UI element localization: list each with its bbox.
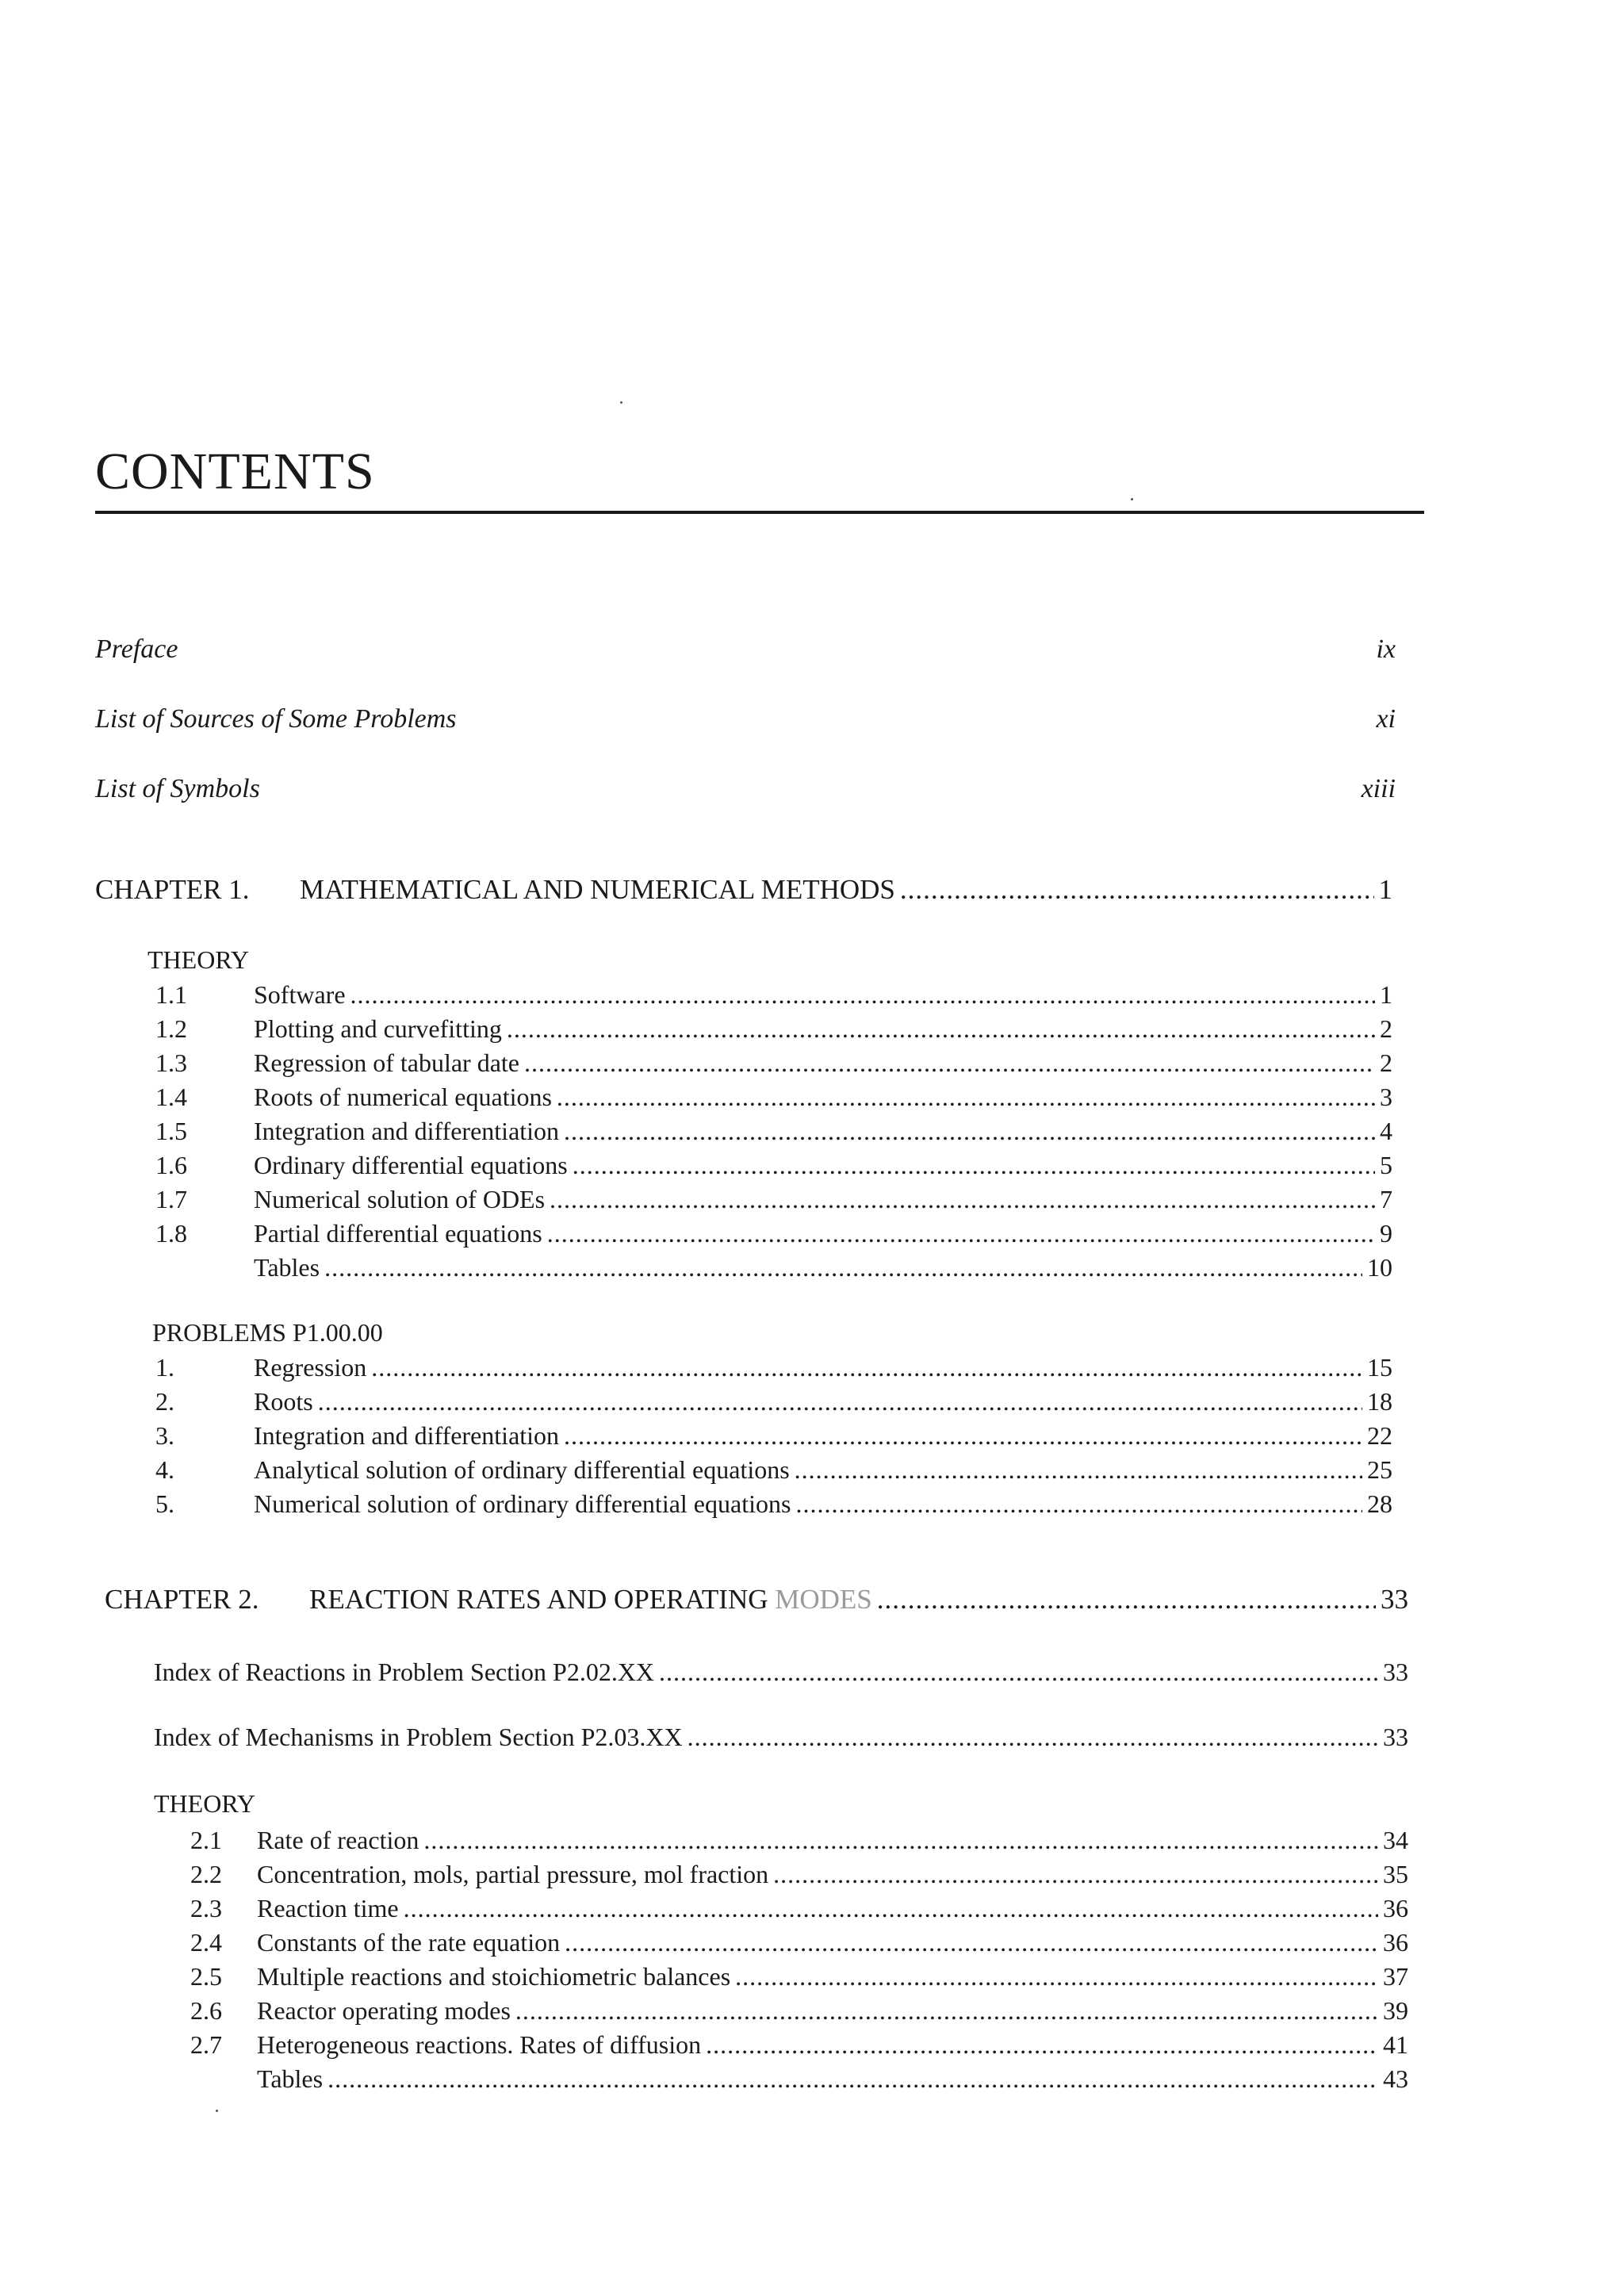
toc-entry[interactable]	[155, 1489, 1392, 1523]
toc-entry-label: List of Sources of Some Problems	[95, 704, 457, 734]
dot-leader	[404, 1894, 1378, 1923]
dot-leader	[877, 1584, 1376, 1616]
dot-leader	[550, 1185, 1375, 1214]
section-title: Heterogeneous reactions. Rates of diffusion	[257, 2030, 702, 2059]
scan-speck	[620, 401, 622, 404]
section-number: 2.5	[190, 1962, 222, 1991]
section-title: Multiple reactions and stoichiometric balances	[257, 1962, 731, 1991]
toc-entry[interactable]	[190, 2064, 1408, 2098]
section-title: Constants of the rate equation	[257, 1928, 561, 1957]
toc-entry[interactable]	[155, 1421, 1392, 1455]
dot-leader	[524, 1048, 1375, 1078]
section-number: 1.7	[155, 1185, 187, 1213]
section-page: 9	[1380, 1219, 1392, 1248]
section-number: 1.5	[155, 1117, 187, 1145]
section-page: 34	[1383, 1826, 1408, 1854]
dot-leader	[773, 1860, 1378, 1889]
problem-title: Regression	[254, 1353, 367, 1382]
section-number: 1.2	[155, 1014, 187, 1043]
toc-entry[interactable]	[155, 1219, 1392, 1252]
section-page: 41	[1383, 2030, 1408, 2059]
chapter-number: CHAPTER 2.	[105, 1584, 259, 1615]
problem-number: 1.	[155, 1353, 174, 1382]
section-page: 37	[1383, 1962, 1408, 1991]
section-number: 2.6	[190, 1996, 222, 2025]
section-page: 3	[1380, 1083, 1392, 1111]
section-title: Partial differential equations	[254, 1219, 542, 1248]
section-title: Rate of reaction	[257, 1826, 419, 1854]
section-title: Concentration, mols, partial pressure, mol fraction	[257, 1860, 769, 1888]
toc-entry-index-mechanisms[interactable]	[154, 1723, 1408, 1756]
dot-leader	[564, 1117, 1375, 1146]
chapter-page: 1	[1378, 874, 1392, 905]
problem-page: 25	[1367, 1455, 1392, 1484]
title-rule	[95, 511, 1424, 514]
dot-leader	[371, 1353, 1362, 1382]
section-page: 36	[1383, 1928, 1408, 1957]
toc-entry[interactable]	[155, 1014, 1392, 1048]
toc-entry[interactable]	[190, 2030, 1408, 2064]
toc-entry[interactable]	[190, 1826, 1408, 1859]
section-title: Ordinary differential equations	[254, 1151, 568, 1179]
dot-leader	[565, 1928, 1378, 1957]
dot-leader	[515, 1996, 1378, 2026]
theory-heading: THEORY	[154, 1789, 255, 1818]
toc-entry-list-of-symbols[interactable]	[95, 774, 1396, 814]
section-page: 5	[1380, 1151, 1392, 1179]
toc-entry-preface[interactable]	[95, 634, 1396, 674]
section-number: 2.2	[190, 1860, 222, 1888]
scan-speck	[216, 2110, 218, 2112]
dot-leader	[350, 980, 1375, 1010]
toc-entry-page: xi	[1376, 704, 1396, 734]
problem-page: 15	[1367, 1353, 1392, 1382]
index-page: 33	[1383, 1658, 1408, 1686]
section-title: Reactor operating modes	[257, 1996, 511, 2025]
scan-speck	[1131, 498, 1133, 500]
dot-leader	[423, 1826, 1378, 1855]
problem-page: 18	[1367, 1387, 1392, 1416]
problem-title: Roots	[254, 1387, 313, 1416]
toc-entry[interactable]	[155, 1185, 1392, 1218]
toc-entry[interactable]	[155, 1387, 1392, 1420]
toc-entry-page: xiii	[1361, 774, 1396, 803]
dot-leader	[564, 1421, 1362, 1451]
chapter-page: 33	[1381, 1584, 1408, 1615]
dot-leader	[573, 1151, 1375, 1180]
toc-entry[interactable]	[155, 1083, 1392, 1116]
toc-entry-index-reactions[interactable]	[154, 1658, 1408, 1691]
toc-entry-label: List of Symbols	[95, 774, 260, 803]
section-number: 2.7	[190, 2030, 222, 2059]
chapter-title: MATHEMATICAL AND NUMERICAL METHODS	[300, 874, 895, 905]
toc-entry[interactable]	[155, 980, 1392, 1014]
problem-page: 22	[1367, 1421, 1392, 1450]
section-title: Numerical solution of ODEs	[254, 1185, 546, 1213]
dot-leader	[900, 874, 1374, 906]
section-page: 10	[1367, 1253, 1392, 1282]
toc-entry[interactable]	[155, 1048, 1392, 1082]
chapter-number: CHAPTER 1.	[95, 874, 250, 905]
toc-entry-page: ix	[1376, 634, 1396, 664]
section-number: 2.4	[190, 1928, 222, 1957]
section-number: 2.1	[190, 1826, 222, 1854]
chapter-title	[309, 1584, 872, 1616]
section-title: Regression of tabular date	[254, 1048, 519, 1077]
section-page: 4	[1380, 1117, 1392, 1145]
section-page: 36	[1383, 1894, 1408, 1922]
section-title: Plotting and curvefitting	[254, 1014, 502, 1043]
index-title: Index of Reactions in Problem Section P2.02.XX	[154, 1658, 655, 1686]
toc-entry-label: Preface	[95, 634, 178, 664]
toc-entry-list-of-sources[interactable]	[95, 704, 1396, 744]
chapter-title-faded: MODES	[775, 1584, 872, 1615]
section-number: 1.8	[155, 1219, 187, 1248]
dot-leader	[706, 2030, 1378, 2060]
dot-leader	[327, 2064, 1378, 2094]
toc-entry[interactable]	[155, 1353, 1392, 1386]
dot-leader	[795, 1489, 1362, 1519]
dot-leader	[688, 1723, 1378, 1752]
dot-leader	[659, 1658, 1378, 1687]
section-number: 2.3	[190, 1894, 222, 1922]
chapter-1-heading[interactable]	[95, 874, 1392, 914]
problems-heading: PROBLEMS P1.00.00	[152, 1318, 383, 1347]
toc-entry[interactable]	[190, 1894, 1408, 1927]
index-title: Index of Mechanisms in Problem Section P2.03.XX	[154, 1723, 683, 1751]
dot-leader	[507, 1014, 1375, 1044]
section-page: 43	[1383, 2064, 1408, 2093]
problem-number: 5.	[155, 1489, 174, 1518]
problem-title: Analytical solution of ordinary differential equations	[254, 1455, 790, 1484]
dot-leader	[318, 1387, 1362, 1416]
toc-entry[interactable]	[155, 1117, 1392, 1150]
section-title: Reaction time	[257, 1894, 399, 1922]
section-title: Tables	[254, 1253, 320, 1282]
dot-leader	[795, 1455, 1362, 1485]
section-page: 2	[1380, 1048, 1392, 1077]
section-title: Tables	[257, 2064, 324, 2093]
section-page: 2	[1380, 1014, 1392, 1043]
toc-entry[interactable]	[155, 1455, 1392, 1489]
toc-entry[interactable]	[190, 1928, 1408, 1961]
theory-heading: THEORY	[147, 945, 249, 974]
problem-title: Numerical solution of ordinary differential equations	[254, 1489, 791, 1518]
dot-leader	[557, 1083, 1375, 1112]
section-page: 7	[1380, 1185, 1392, 1213]
section-page: 1	[1380, 980, 1392, 1009]
toc-entry[interactable]	[190, 1962, 1408, 1995]
toc-entry[interactable]	[190, 1860, 1408, 1893]
section-number: 1.6	[155, 1151, 187, 1179]
section-title: Roots of numerical equations	[254, 1083, 552, 1111]
problem-number: 4.	[155, 1455, 174, 1484]
section-title: Software	[254, 980, 346, 1009]
section-number: 1.3	[155, 1048, 187, 1077]
toc-entry[interactable]	[190, 1996, 1408, 2030]
problem-number: 2.	[155, 1387, 174, 1416]
section-page: 39	[1383, 1996, 1408, 2025]
section-title: Integration and differentiation	[254, 1117, 560, 1145]
page-title: CONTENTS	[95, 443, 375, 500]
toc-entry[interactable]	[155, 1253, 1392, 1286]
problem-title: Integration and differentiation	[254, 1421, 560, 1450]
section-number: 1.1	[155, 980, 187, 1009]
chapter-2-heading[interactable]	[105, 1584, 1408, 1623]
problem-number: 3.	[155, 1421, 174, 1450]
dot-leader	[324, 1253, 1362, 1282]
dot-leader	[735, 1962, 1378, 1991]
chapter-title-main: REACTION RATES AND OPERATING	[309, 1584, 776, 1615]
section-number: 1.4	[155, 1083, 187, 1111]
section-page: 35	[1383, 1860, 1408, 1888]
dot-leader	[547, 1219, 1375, 1248]
index-page: 33	[1383, 1723, 1408, 1751]
toc-entry[interactable]	[155, 1151, 1392, 1184]
problem-page: 28	[1367, 1489, 1392, 1518]
